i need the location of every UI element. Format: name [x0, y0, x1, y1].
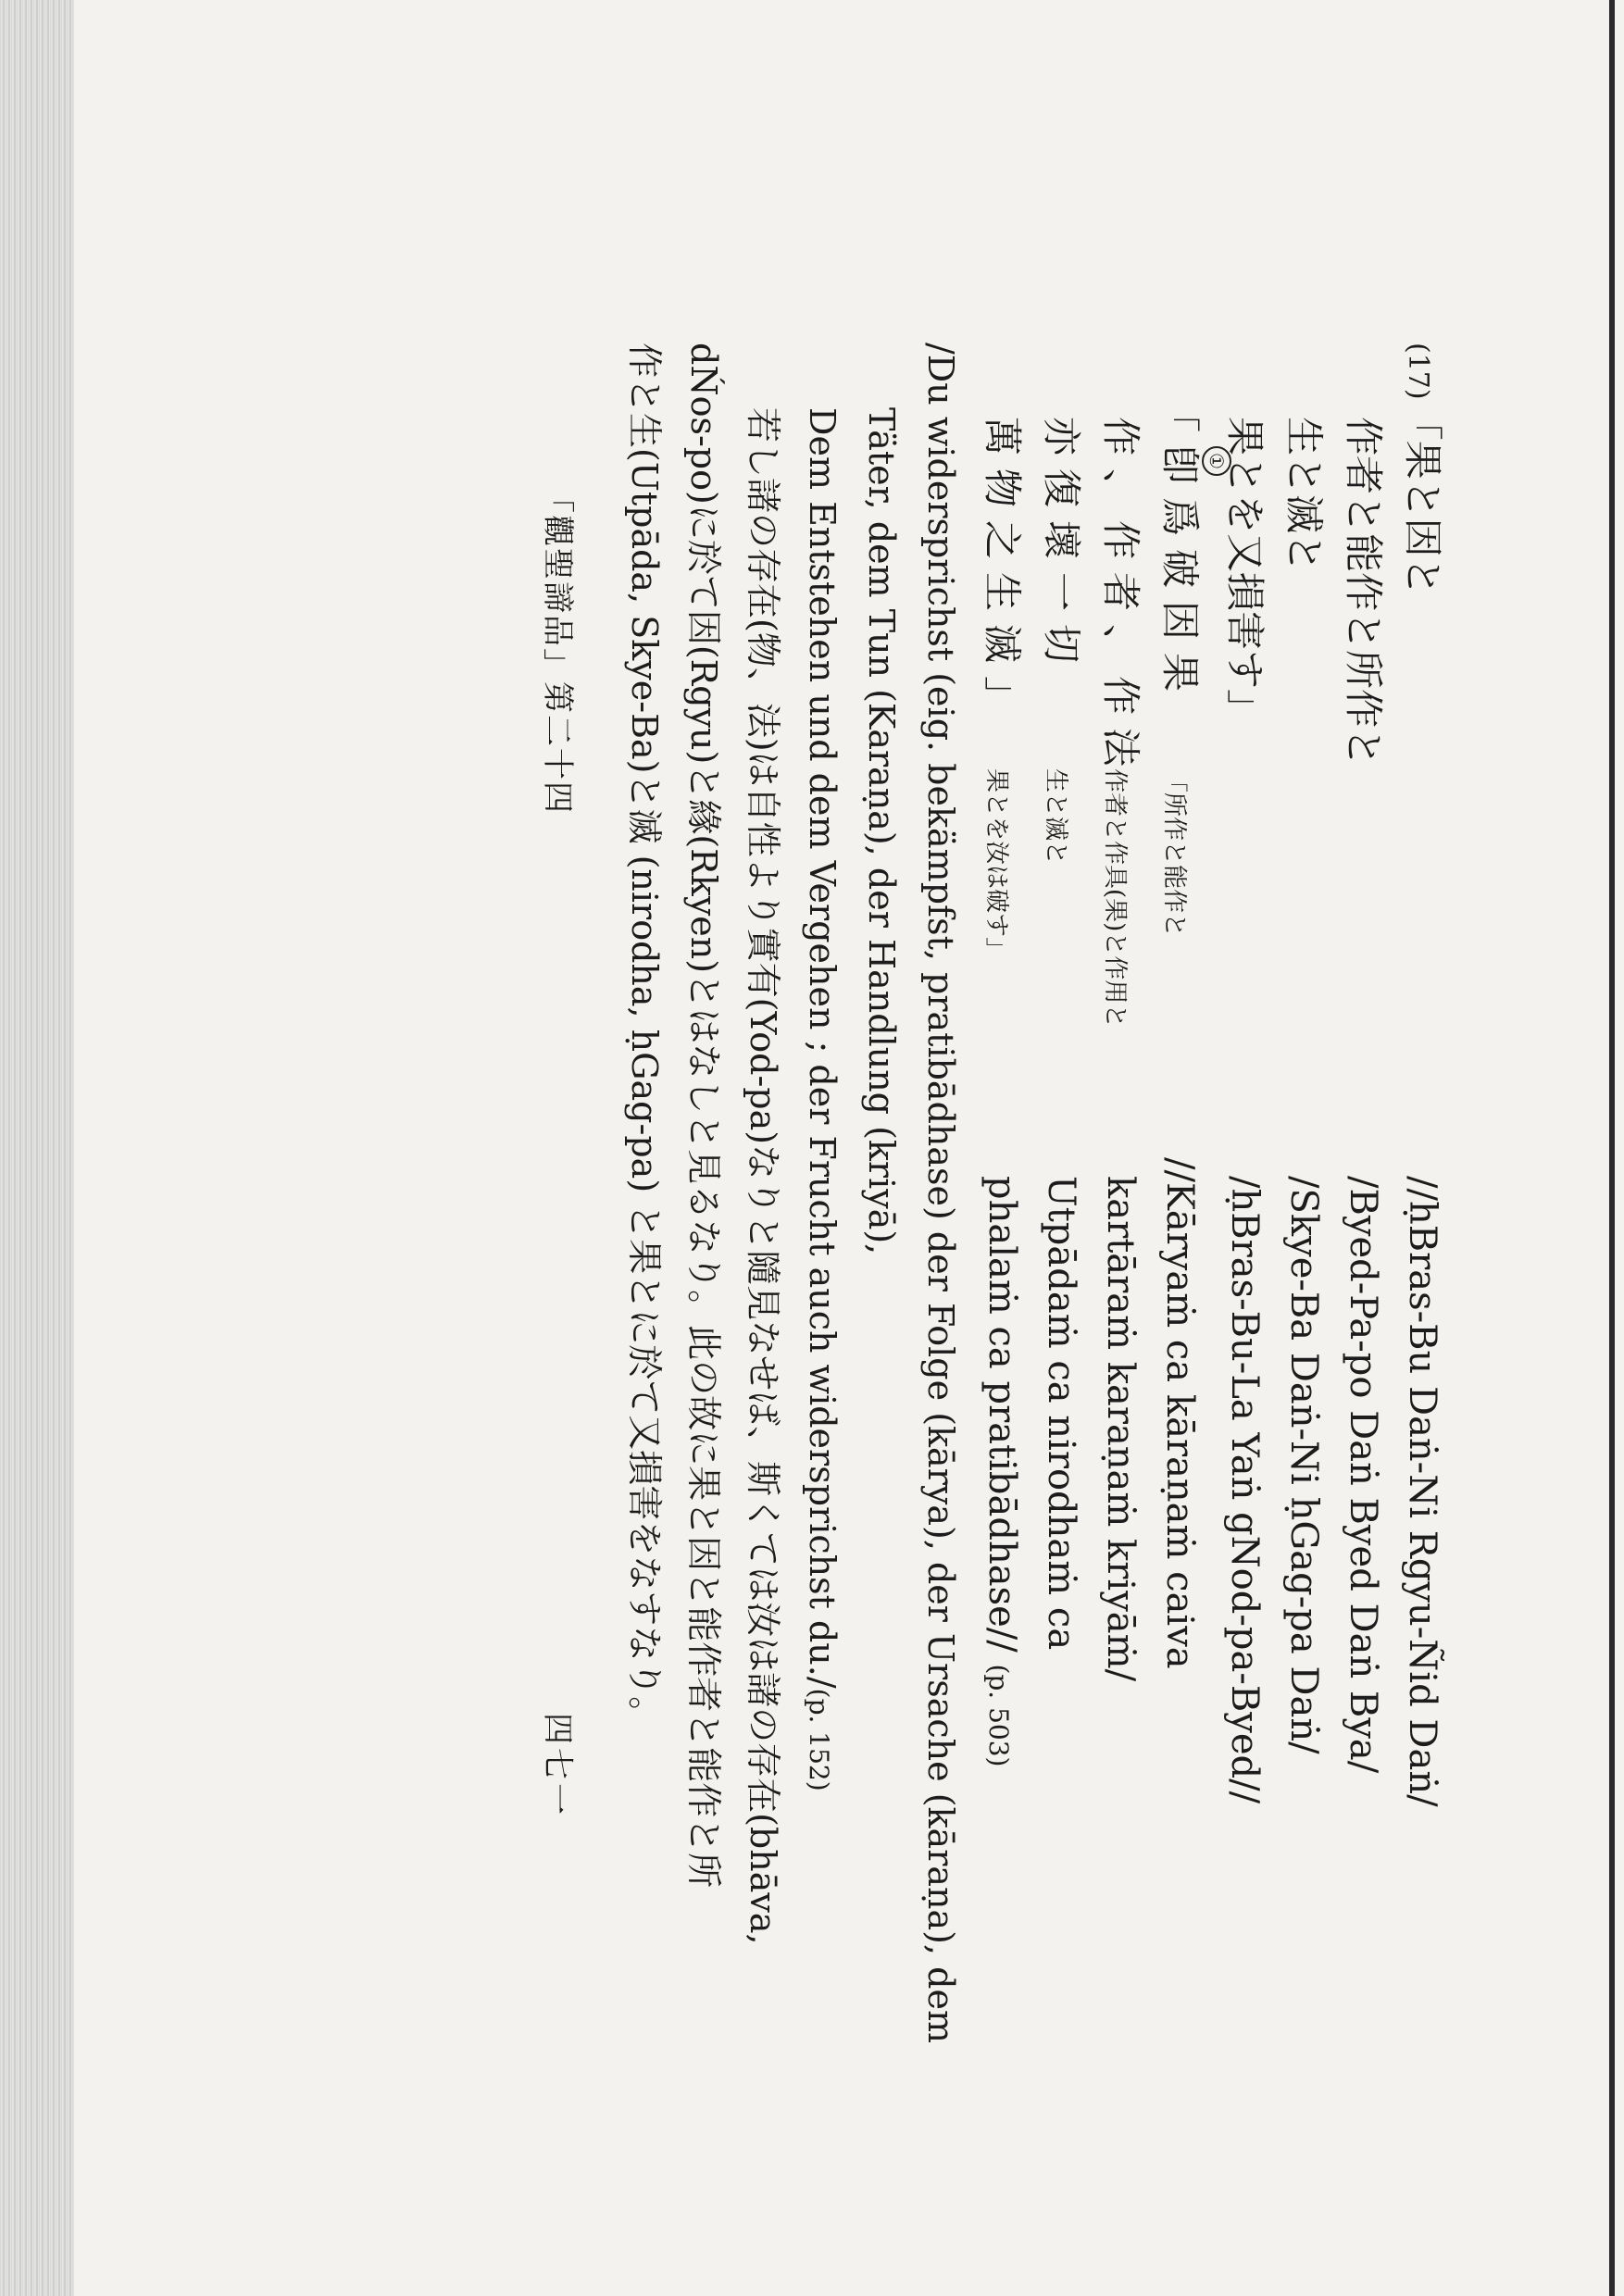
- german-line-3-text: Dem Entstehen und dem Vergehen ; der Frucht auch widersprichst du./: [802, 407, 843, 1689]
- verse-cn-line-4: 萬物之生滅」: [980, 417, 1025, 729]
- verse-ja-line-2: 作者と能作と所作と: [1341, 417, 1386, 767]
- verse-number: (17): [1402, 343, 1434, 400]
- german-line-1: /Du widersprichst (eig. bekämpfst, pratibādhase) der Folge (kārya), der Ursache (kāraṇa), dem: [920, 343, 961, 2043]
- binding-edge: [0, 0, 74, 2296]
- verse-ja-line-4: 果とを又損害す」: [1222, 417, 1268, 729]
- sanskrit-line-4-text: phalaṁ ca pratibādhase//: [981, 1176, 1023, 1653]
- page-edge-rule: [1609, 0, 1615, 2296]
- commentary-line-3: 作と生(Utpāda, Skye-Ba)と滅 (nirodha, ḥGag-pa) と果とに於て又損害をなすなり。: [624, 343, 665, 1732]
- verse-line-1: [1395, 343, 1444, 596]
- sanskrit-line-2: kartāraṁ karaṇaṁ kriyāṁ/: [1099, 1176, 1142, 1682]
- footnote-marker: ①: [1202, 446, 1231, 476]
- commentary-line-1: 若し諸の存在(物、法)は自性より實有(Yod-pa)なりと隨見なせば、斯くては汝は諸の存在(bhāva,: [743, 407, 783, 1945]
- note-line-1: 「所作と能作と: [1160, 768, 1188, 938]
- verse-ja-line-1: 「果と因と: [1400, 401, 1445, 596]
- tibetan-line-4: /ḥBras-Bu-La Yaṅ gNod-pa-Byed//: [1223, 1176, 1266, 1804]
- sanskrit-line-4: [976, 1176, 1024, 1766]
- german-page-ref: (p. 152): [804, 1688, 834, 1791]
- note-line-4: 果とを汝は破す」: [982, 768, 1010, 962]
- sanskrit-page-ref: (p. 503): [983, 1664, 1014, 1767]
- sanskrit-line-1: //Kāryaṁ ca kāraṇaṁ caiva: [1158, 1157, 1201, 1669]
- verse-ja-line-3: 生と滅と: [1281, 417, 1327, 573]
- german-line-3: [796, 407, 844, 1791]
- verse-cn-line-1: 「卽爲破因果: [1157, 393, 1203, 705]
- verse-cn-line-3: 亦復壞一切: [1039, 417, 1084, 677]
- page-number: 四七一: [539, 1713, 576, 1818]
- note-line-2: 作者と作具(果)と作用と: [1101, 768, 1129, 1029]
- tibetan-line-3: /Skye-Ba Daṅ-Ni ḥGag-pa Daṅ/: [1282, 1176, 1325, 1754]
- tibetan-line-2: /Byed-Pa-po Daṅ Byed Daṅ Bya/: [1342, 1176, 1384, 1774]
- sanskrit-line-3: Utpādaṁ ca nirodhaṁ ca: [1040, 1176, 1082, 1651]
- note-line-3: 生と滅と: [1042, 768, 1069, 866]
- german-line-2: Täter, dem Tun (Karaṇa), der Handlung (kriyā),: [861, 407, 902, 1255]
- commentary-line-2: dŃos-po)に於て因(Rgyu)と緣(Rkyen)とはなしと見るなり。此の故に果と因と能作者と能作と所: [683, 343, 724, 1889]
- verse-cn-line-2: 作、作者、作法: [1098, 417, 1143, 780]
- tibetan-line-1: //ḥBras-Bu Daṅ-Ni Rgyu-Ñid Daṅ/: [1401, 1176, 1443, 1807]
- chapter-running-footer: 「觀聖諦品」第二十四: [539, 481, 576, 815]
